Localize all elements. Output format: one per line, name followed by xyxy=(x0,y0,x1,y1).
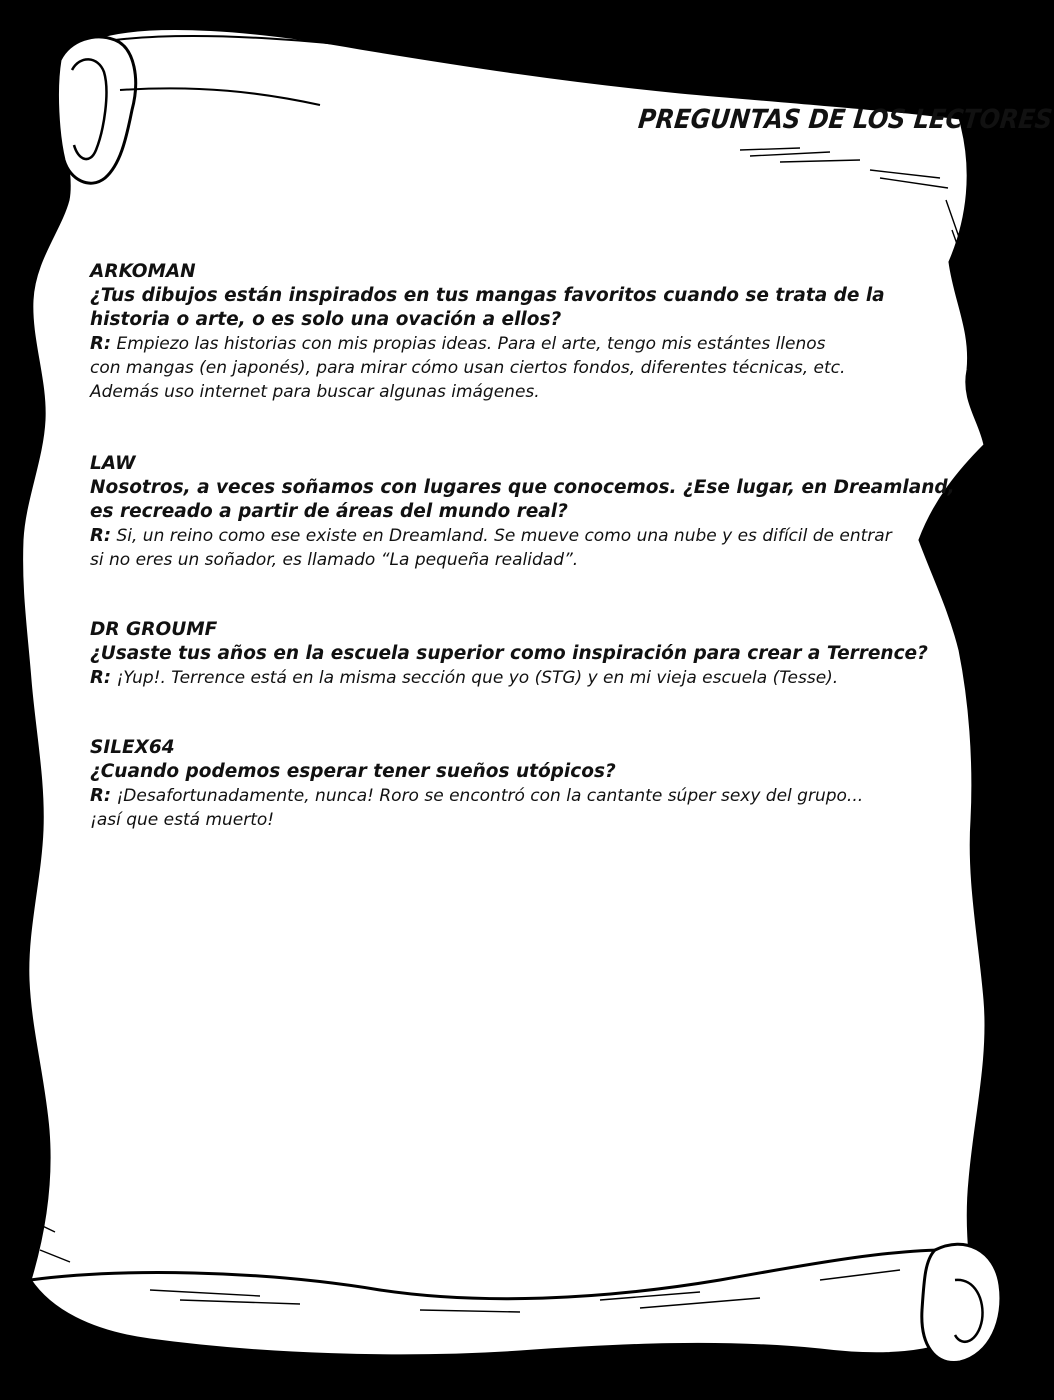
reader-question xyxy=(90,476,955,524)
page-title: PREGUNTAS DE LOS LECTORES xyxy=(636,104,1054,135)
answer-line: Además uso internet para buscar algunas imágenes. xyxy=(90,382,540,402)
author-answer xyxy=(90,332,930,404)
reader-name: LAW xyxy=(90,453,136,474)
reader-question-entry xyxy=(90,736,930,832)
reader-question-entry xyxy=(90,452,955,572)
reader-question-entry xyxy=(90,260,930,404)
answer-line: R: Si, un reino como ese existe en Dreamland. Se mueve como una nube y es difícil de entrar xyxy=(90,525,892,546)
answer-label: R: xyxy=(90,333,112,354)
answer-line: ¡así que está muerto! xyxy=(90,810,275,830)
answer-label: R: xyxy=(90,667,112,688)
reader-name: ARKOMAN xyxy=(90,261,196,282)
answer-line: R: ¡Desafortunadamente, nunca! Roro se encontró con la cantante súper sexy del grupo... xyxy=(90,785,864,806)
question-line: ¿Usaste tus años en la escuela superior como inspiración para crear a Terrence? xyxy=(90,643,928,664)
question-line: historia o arte, o es solo una ovación a ellos? xyxy=(90,309,562,330)
author-answer xyxy=(90,666,930,690)
question-line: ¿Tus dibujos están inspirados en tus mangas favoritos cuando se trata de la xyxy=(90,285,885,306)
author-answer xyxy=(90,524,930,572)
answer-line: R: ¡Yup!. Terrence está en la misma sección que yo (STG) y en mi vieja escuela (Tesse). xyxy=(90,667,839,688)
reader-question xyxy=(90,284,930,332)
reader-question-entry xyxy=(90,618,930,690)
reader-name: DR GROUMF xyxy=(90,619,218,640)
question-line: Nosotros, a veces soñamos con lugares que conocemos. ¿Ese lugar, en Dreamland, xyxy=(90,477,955,498)
answer-line: si no eres un soñador, es llamado “La pequeña realidad”. xyxy=(90,550,579,570)
question-line: es recreado a partir de áreas del mundo real? xyxy=(90,501,568,522)
answer-line: R: Empiezo las historias con mis propias ideas. Para el arte, tengo mis estántes llenos xyxy=(90,333,826,354)
answer-line: con mangas (en japonés), para mirar cómo usan ciertos fondos, diferentes técnicas, etc. xyxy=(90,358,846,378)
bottom-scroll-curl xyxy=(922,1244,1001,1362)
question-line: ¿Cuando podemos esperar tener sueños utópicos? xyxy=(90,761,616,782)
reader-question xyxy=(90,760,930,784)
author-answer xyxy=(90,784,930,832)
reader-question xyxy=(90,642,930,666)
answer-label: R: xyxy=(90,785,112,806)
answer-label: R: xyxy=(90,525,112,546)
reader-name: SILEX64 xyxy=(90,737,175,758)
